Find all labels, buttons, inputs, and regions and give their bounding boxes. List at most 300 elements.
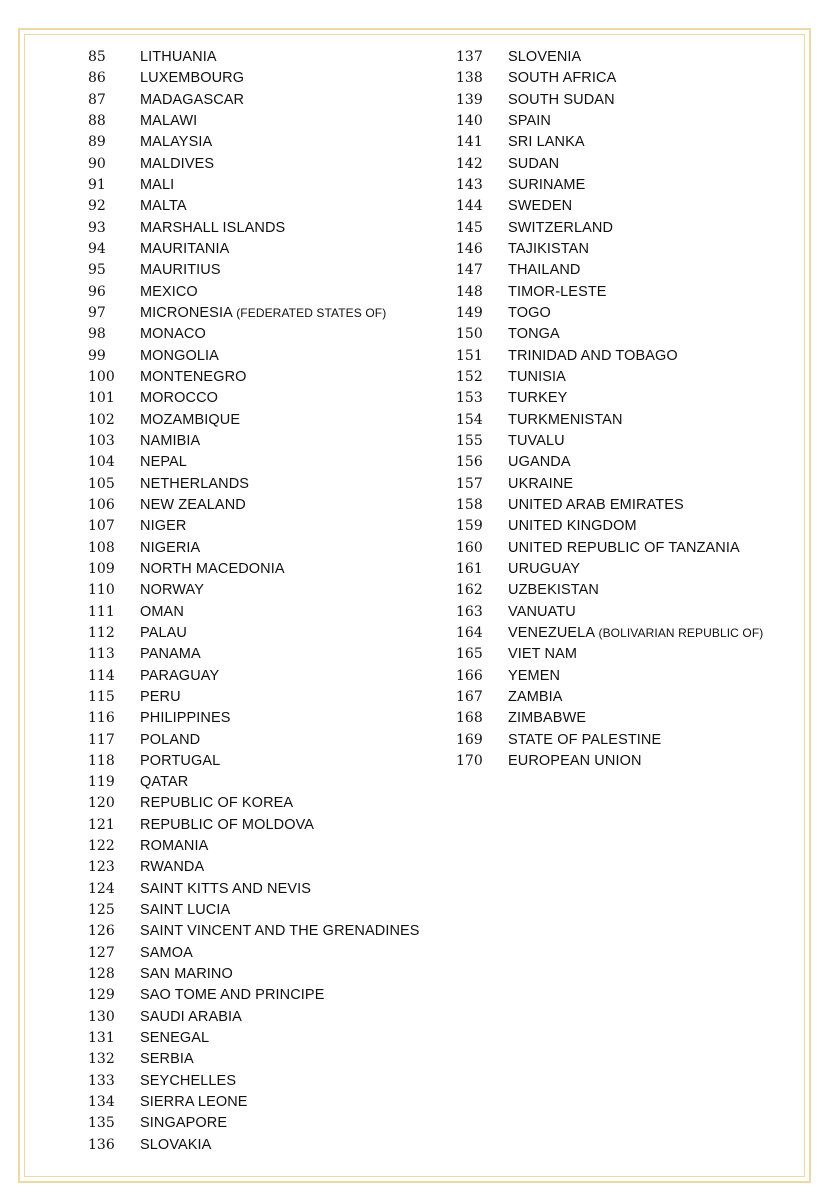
country-number: 126 (88, 923, 115, 940)
country-number: 169 (456, 731, 483, 748)
country-number: 158 (456, 496, 483, 513)
country-number: 128 (88, 966, 115, 983)
country-row (456, 154, 763, 175)
country-row (456, 282, 763, 303)
country-number: 114 (88, 667, 115, 684)
country-name-cell (508, 431, 565, 452)
country-row (88, 452, 420, 473)
country-name: UNITED REPUBLIC OF TANZANIA (508, 539, 740, 556)
country-name: PHILIPPINES (140, 710, 231, 727)
country-number: 132 (88, 1051, 115, 1068)
country-row (456, 516, 763, 537)
country-name-cell (140, 708, 231, 729)
country-name-cell (508, 644, 577, 665)
country-name-cell (140, 751, 220, 772)
country-name-cell (508, 388, 567, 409)
country-name-cell (140, 68, 244, 89)
country-number: 142 (456, 155, 483, 172)
country-row (456, 90, 763, 111)
country-number: 93 (88, 219, 106, 236)
country-row (88, 111, 420, 132)
country-name: UKRAINE (508, 475, 574, 492)
country-row (88, 1007, 420, 1028)
country-name-cell (508, 666, 560, 687)
country-name: NORWAY (140, 582, 204, 599)
country-name: UNITED KINGDOM (508, 518, 637, 535)
country-number: 144 (456, 198, 483, 215)
country-name: MOROCCO (140, 390, 219, 407)
country-name: REPUBLIC OF MOLDOVA (140, 816, 315, 833)
country-number: 163 (456, 603, 483, 620)
country-name: SUDAN (508, 155, 560, 172)
country-name-cell (140, 793, 293, 814)
country-row (88, 751, 420, 772)
country-number: 131 (88, 1030, 115, 1047)
country-name-cell (140, 772, 188, 793)
country-name-cell (140, 836, 208, 857)
country-row (88, 239, 420, 260)
country-row (456, 260, 763, 281)
country-row (88, 559, 420, 580)
country-row (88, 602, 420, 623)
country-number: 97 (88, 304, 106, 321)
country-row (456, 538, 763, 559)
country-name: YEMEN (508, 667, 561, 684)
country-name-cell (508, 495, 684, 516)
country-number: 146 (456, 240, 483, 257)
country-name: MAURITANIA (140, 240, 230, 257)
country-number: 117 (88, 731, 115, 748)
country-name: MALAYSIA (140, 134, 213, 151)
country-name: POLAND (140, 731, 201, 748)
country-row (456, 367, 763, 388)
country-name-cell (508, 602, 576, 623)
country-number: 165 (456, 646, 483, 663)
country-name-cell (140, 239, 229, 260)
country-number: 166 (456, 667, 483, 684)
country-name: NIGERIA (140, 539, 201, 556)
country-number: 92 (88, 198, 106, 215)
country-name: SURINAME (508, 176, 586, 193)
country-name: MICRONESIA (140, 304, 233, 321)
country-name: MAURITIUS (140, 262, 221, 279)
country-name: REPUBLIC OF KOREA (140, 795, 294, 812)
country-number: 95 (88, 262, 106, 279)
country-row (456, 218, 763, 239)
country-name-cell (140, 580, 204, 601)
country-number: 94 (88, 240, 106, 257)
country-number: 137 (456, 49, 483, 65)
country-number: 136 (88, 1136, 115, 1153)
country-name: SOUTH SUDAN (508, 91, 615, 108)
country-row (456, 410, 763, 431)
country-name-cell (508, 111, 551, 132)
country-number: 111 (88, 603, 115, 620)
country-name-cell (140, 218, 285, 239)
country-name: SAMOA (140, 944, 193, 961)
country-number: 157 (456, 475, 483, 492)
country-row (88, 1092, 420, 1113)
country-row (456, 346, 763, 367)
country-name: SENEGAL (140, 1030, 210, 1047)
country-name: MALTA (140, 198, 187, 215)
country-name-cell (508, 239, 589, 260)
country-number: 167 (456, 688, 483, 705)
country-name: UNITED ARAB EMIRATES (508, 496, 684, 513)
country-number: 119 (88, 774, 115, 791)
country-number: 139 (456, 91, 483, 108)
country-name-cell (140, 260, 221, 281)
country-name: PARAGUAY (140, 667, 220, 684)
country-number: 122 (88, 838, 115, 855)
country-name-cell (140, 879, 311, 900)
country-name-cell (140, 431, 200, 452)
country-name: SERBIA (140, 1051, 194, 1068)
country-name-cell (140, 474, 249, 495)
country-name-cell (508, 687, 563, 708)
country-name-cell (140, 964, 233, 985)
country-row (88, 260, 420, 281)
country-name: MALI (140, 176, 175, 193)
country-name-cell (140, 1049, 194, 1070)
country-name-cell (140, 175, 174, 196)
country-name-cell (508, 132, 585, 153)
country-row (88, 196, 420, 217)
country-row (88, 410, 420, 431)
country-name-cell (140, 1135, 211, 1156)
country-row (88, 1071, 420, 1092)
country-number: 88 (88, 112, 106, 129)
country-name-cell (508, 730, 661, 751)
country-name-cell (140, 1092, 248, 1113)
country-name: MADAGASCAR (140, 91, 245, 108)
country-row (456, 324, 763, 345)
country-name: NIGER (140, 518, 187, 535)
country-name-cell (508, 218, 613, 239)
country-number: 160 (456, 539, 483, 556)
country-name-cell (140, 730, 200, 751)
country-number: 141 (456, 134, 483, 151)
country-name: SWITZERLAND (508, 219, 614, 236)
country-name-qualifier: (FEDERATED STATES OF) (236, 305, 387, 320)
country-number: 124 (88, 880, 115, 897)
country-name-cell (508, 410, 623, 431)
country-name: SLOVAKIA (140, 1136, 212, 1153)
country-name-cell (508, 708, 586, 729)
country-name-cell (508, 516, 637, 537)
country-number: 134 (88, 1094, 115, 1111)
country-name: SIERRA LEONE (140, 1094, 248, 1111)
country-name: MALDIVES (140, 155, 215, 172)
country-row (456, 623, 763, 644)
country-number: 148 (456, 283, 483, 300)
country-name: OMAN (140, 603, 184, 620)
country-name-cell (140, 1028, 209, 1049)
country-name-cell (508, 367, 566, 388)
country-row (88, 730, 420, 751)
country-row (88, 495, 420, 516)
country-row (88, 47, 420, 68)
country-list-right (456, 47, 763, 772)
country-name-cell (140, 943, 193, 964)
country-name: PALAU (140, 624, 187, 641)
country-row (88, 857, 420, 878)
country-name-cell (140, 388, 218, 409)
country-number: 129 (88, 987, 115, 1004)
country-name-cell (140, 324, 206, 345)
country-number: 149 (456, 304, 483, 321)
country-name-cell (140, 687, 181, 708)
country-number: 101 (88, 390, 115, 407)
country-row (88, 772, 420, 793)
country-name-cell (508, 346, 678, 367)
country-row (88, 985, 420, 1006)
country-number: 127 (88, 944, 115, 961)
country-row (88, 282, 420, 303)
country-row (456, 751, 763, 772)
country-number: 105 (88, 475, 115, 492)
country-number: 155 (456, 432, 483, 449)
country-number: 109 (88, 560, 115, 577)
country-name: SINGAPORE (140, 1115, 228, 1132)
country-name-cell (140, 900, 230, 921)
country-list-left (88, 47, 420, 1156)
country-row (88, 580, 420, 601)
country-row (88, 708, 420, 729)
country-row (456, 132, 763, 153)
country-row (456, 452, 763, 473)
country-number: 121 (88, 816, 115, 833)
country-name: SAN MARINO (140, 966, 233, 983)
country-name-cell (508, 751, 642, 772)
country-name: NORTH MACEDONIA (140, 560, 285, 577)
country-name-cell (508, 324, 560, 345)
country-name-cell (140, 815, 314, 836)
country-number: 107 (88, 518, 115, 535)
country-name-cell (140, 857, 204, 878)
country-number: 125 (88, 902, 115, 919)
country-number: 159 (456, 518, 483, 535)
country-row (456, 68, 763, 89)
country-row (88, 943, 420, 964)
country-name: TURKEY (508, 390, 568, 407)
country-name: STATE OF PALESTINE (508, 731, 662, 748)
country-name-cell (140, 90, 244, 111)
country-number: 135 (88, 1115, 115, 1132)
country-name-cell (140, 1071, 236, 1092)
country-name: MONTENEGRO (140, 368, 247, 385)
country-row (88, 1049, 420, 1070)
country-name-cell (508, 282, 607, 303)
country-name: SAINT VINCENT AND THE GRENADINES (140, 923, 420, 940)
country-name: NAMIBIA (140, 432, 201, 449)
country-row (88, 1028, 420, 1049)
country-name: SEYCHELLES (140, 1072, 237, 1089)
country-name: SWEDEN (508, 198, 573, 215)
country-row (456, 47, 763, 68)
country-name: ZIMBABWE (508, 710, 587, 727)
country-name: EUROPEAN UNION (508, 752, 642, 769)
country-number: 170 (456, 752, 483, 769)
country-number: 106 (88, 496, 115, 513)
country-name-cell (140, 282, 198, 303)
country-number: 130 (88, 1008, 115, 1025)
country-number: 110 (88, 582, 115, 599)
country-number: 120 (88, 795, 115, 812)
country-number: 102 (88, 411, 115, 428)
country-number: 86 (88, 70, 106, 87)
country-number: 164 (456, 624, 483, 641)
country-name-cell (140, 452, 187, 473)
country-name: MEXICO (140, 283, 198, 300)
country-name: MONACO (140, 326, 206, 343)
country-row (456, 730, 763, 751)
country-name-cell (140, 1113, 227, 1134)
country-name-cell (508, 47, 581, 68)
country-name: RWANDA (140, 859, 205, 876)
country-row (88, 623, 420, 644)
country-name-cell (140, 985, 324, 1006)
country-name: MARSHALL ISLANDS (140, 219, 286, 236)
country-number: 91 (88, 176, 106, 193)
country-name-cell (140, 666, 219, 687)
country-name-cell (140, 367, 247, 388)
country-row (456, 474, 763, 495)
country-name-cell (140, 196, 187, 217)
country-name: SAINT LUCIA (140, 902, 231, 919)
country-name: VIET NAM (508, 646, 578, 663)
country-number: 143 (456, 176, 483, 193)
country-name-cell (508, 260, 581, 281)
country-row (456, 111, 763, 132)
country-name: TOGO (508, 304, 551, 321)
country-row (88, 90, 420, 111)
country-row (88, 1113, 420, 1134)
country-row (88, 132, 420, 153)
country-name: TAJIKISTAN (508, 240, 590, 257)
country-row (88, 324, 420, 345)
country-name: PORTUGAL (140, 752, 221, 769)
country-row (88, 644, 420, 665)
country-number: 145 (456, 219, 483, 236)
country-row (88, 388, 420, 409)
country-name-cell (508, 90, 615, 111)
country-row (88, 879, 420, 900)
country-row (88, 367, 420, 388)
country-name-cell (140, 132, 212, 153)
country-row (88, 964, 420, 985)
country-name: LUXEMBOURG (140, 70, 245, 87)
country-row (456, 666, 763, 687)
country-name-cell (140, 346, 219, 367)
country-number: 151 (456, 347, 483, 364)
country-row (456, 175, 763, 196)
country-row (456, 303, 763, 324)
country-row (88, 793, 420, 814)
country-row (88, 303, 420, 324)
country-name-cell (508, 623, 763, 644)
country-name: THAILAND (508, 262, 581, 279)
country-row (456, 644, 763, 665)
country-name-cell (140, 602, 184, 623)
country-name: MALAWI (140, 112, 198, 129)
country-number: 87 (88, 91, 106, 108)
country-name: MONGOLIA (140, 347, 219, 364)
country-number: 103 (88, 432, 115, 449)
country-name: SOUTH AFRICA (508, 70, 617, 87)
country-row (88, 836, 420, 857)
country-name-cell (508, 196, 572, 217)
country-row (88, 516, 420, 537)
country-row (456, 196, 763, 217)
country-name: TUNISIA (508, 368, 566, 385)
country-name-cell (508, 452, 571, 473)
country-name: SAO TOME AND PRINCIPE (140, 987, 325, 1004)
country-row (88, 346, 420, 367)
country-name: MOZAMBIQUE (140, 411, 241, 428)
country-name-cell (140, 154, 214, 175)
country-number: 154 (456, 411, 483, 428)
country-name-cell (508, 154, 559, 175)
country-row (456, 388, 763, 409)
country-name: TUVALU (508, 432, 565, 449)
country-row (88, 1135, 420, 1156)
country-name: SAINT KITTS AND NEVIS (140, 880, 312, 897)
country-row (456, 602, 763, 623)
country-number: 115 (88, 688, 115, 705)
country-name: NEW ZEALAND (140, 496, 246, 513)
country-number: 99 (88, 347, 106, 364)
country-row (88, 687, 420, 708)
country-name: SPAIN (508, 112, 551, 129)
country-row (88, 474, 420, 495)
country-row (456, 495, 763, 516)
country-name: LITHUANIA (140, 49, 217, 65)
country-name-cell (140, 538, 200, 559)
country-number: 133 (88, 1072, 115, 1089)
country-name: SLOVENIA (508, 49, 582, 65)
country-number: 168 (456, 710, 483, 727)
country-name-cell (508, 68, 616, 89)
country-row (456, 687, 763, 708)
country-name-cell (140, 303, 386, 324)
country-number: 138 (456, 70, 483, 87)
country-row (456, 559, 763, 580)
country-number: 161 (456, 560, 483, 577)
country-row (88, 538, 420, 559)
country-number: 104 (88, 454, 115, 471)
country-number: 98 (88, 326, 106, 343)
country-row (456, 580, 763, 601)
country-row (456, 431, 763, 452)
country-number: 147 (456, 262, 483, 279)
country-name-qualifier: (BOLIVARIAN REPUBLIC OF) (598, 625, 764, 640)
country-row (88, 666, 420, 687)
country-name: QATAR (140, 774, 189, 791)
country-name: SRI LANKA (508, 134, 585, 151)
country-number: 162 (456, 582, 483, 599)
country-name: SAUDI ARABIA (140, 1008, 242, 1025)
country-number: 123 (88, 859, 115, 876)
country-name: VENEZUELA (508, 624, 595, 641)
country-name: TIMOR-LESTE (508, 283, 607, 300)
country-name-cell (508, 303, 551, 324)
country-number: 112 (88, 624, 115, 641)
country-name-cell (140, 623, 187, 644)
country-name: TONGA (508, 326, 560, 343)
country-name: URUGUAY (508, 560, 581, 577)
country-row (88, 921, 420, 942)
